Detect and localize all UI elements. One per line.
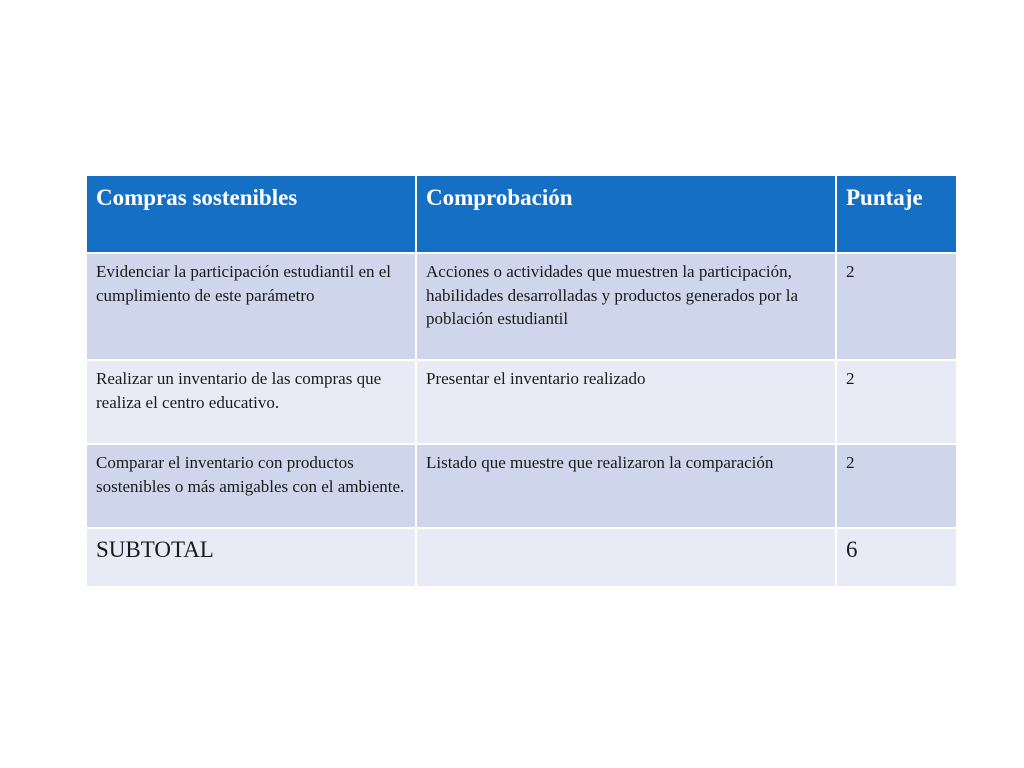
subtotal-row bbox=[86, 528, 957, 587]
subtotal-value: 6 bbox=[836, 528, 957, 587]
comprobacion-cell: Listado que muestre que realizaron la comparación bbox=[416, 444, 836, 528]
compras-sostenibles-table bbox=[85, 174, 958, 588]
table-row bbox=[86, 253, 957, 360]
subtotal-label: SUBTOTAL bbox=[86, 528, 416, 587]
header-comprobacion: Comprobación bbox=[416, 175, 836, 253]
table-row bbox=[86, 444, 957, 528]
header-row bbox=[86, 175, 957, 253]
table-row bbox=[86, 360, 957, 444]
comprobacion-cell: Acciones o actividades que muestren la participación, habilidades desarrolladas y productos generados por la población estudiantil bbox=[416, 253, 836, 360]
subtotal-comprobacion-cell bbox=[416, 528, 836, 587]
header-compras-sostenibles: Compras sostenibles bbox=[86, 175, 416, 253]
puntaje-cell: 2 bbox=[836, 360, 957, 444]
puntaje-cell: 2 bbox=[836, 253, 957, 360]
comprobacion-cell: Presentar el inventario realizado bbox=[416, 360, 836, 444]
puntaje-cell: 2 bbox=[836, 444, 957, 528]
header-puntaje: Puntaje bbox=[836, 175, 957, 253]
criterio-cell: Comparar el inventario con productos sostenibles o más amigables con el ambiente. bbox=[86, 444, 416, 528]
criterio-cell: Realizar un inventario de las compras que realiza el centro educativo. bbox=[86, 360, 416, 444]
criterio-cell: Evidenciar la participación estudiantil en el cumplimiento de este parámetro bbox=[86, 253, 416, 360]
